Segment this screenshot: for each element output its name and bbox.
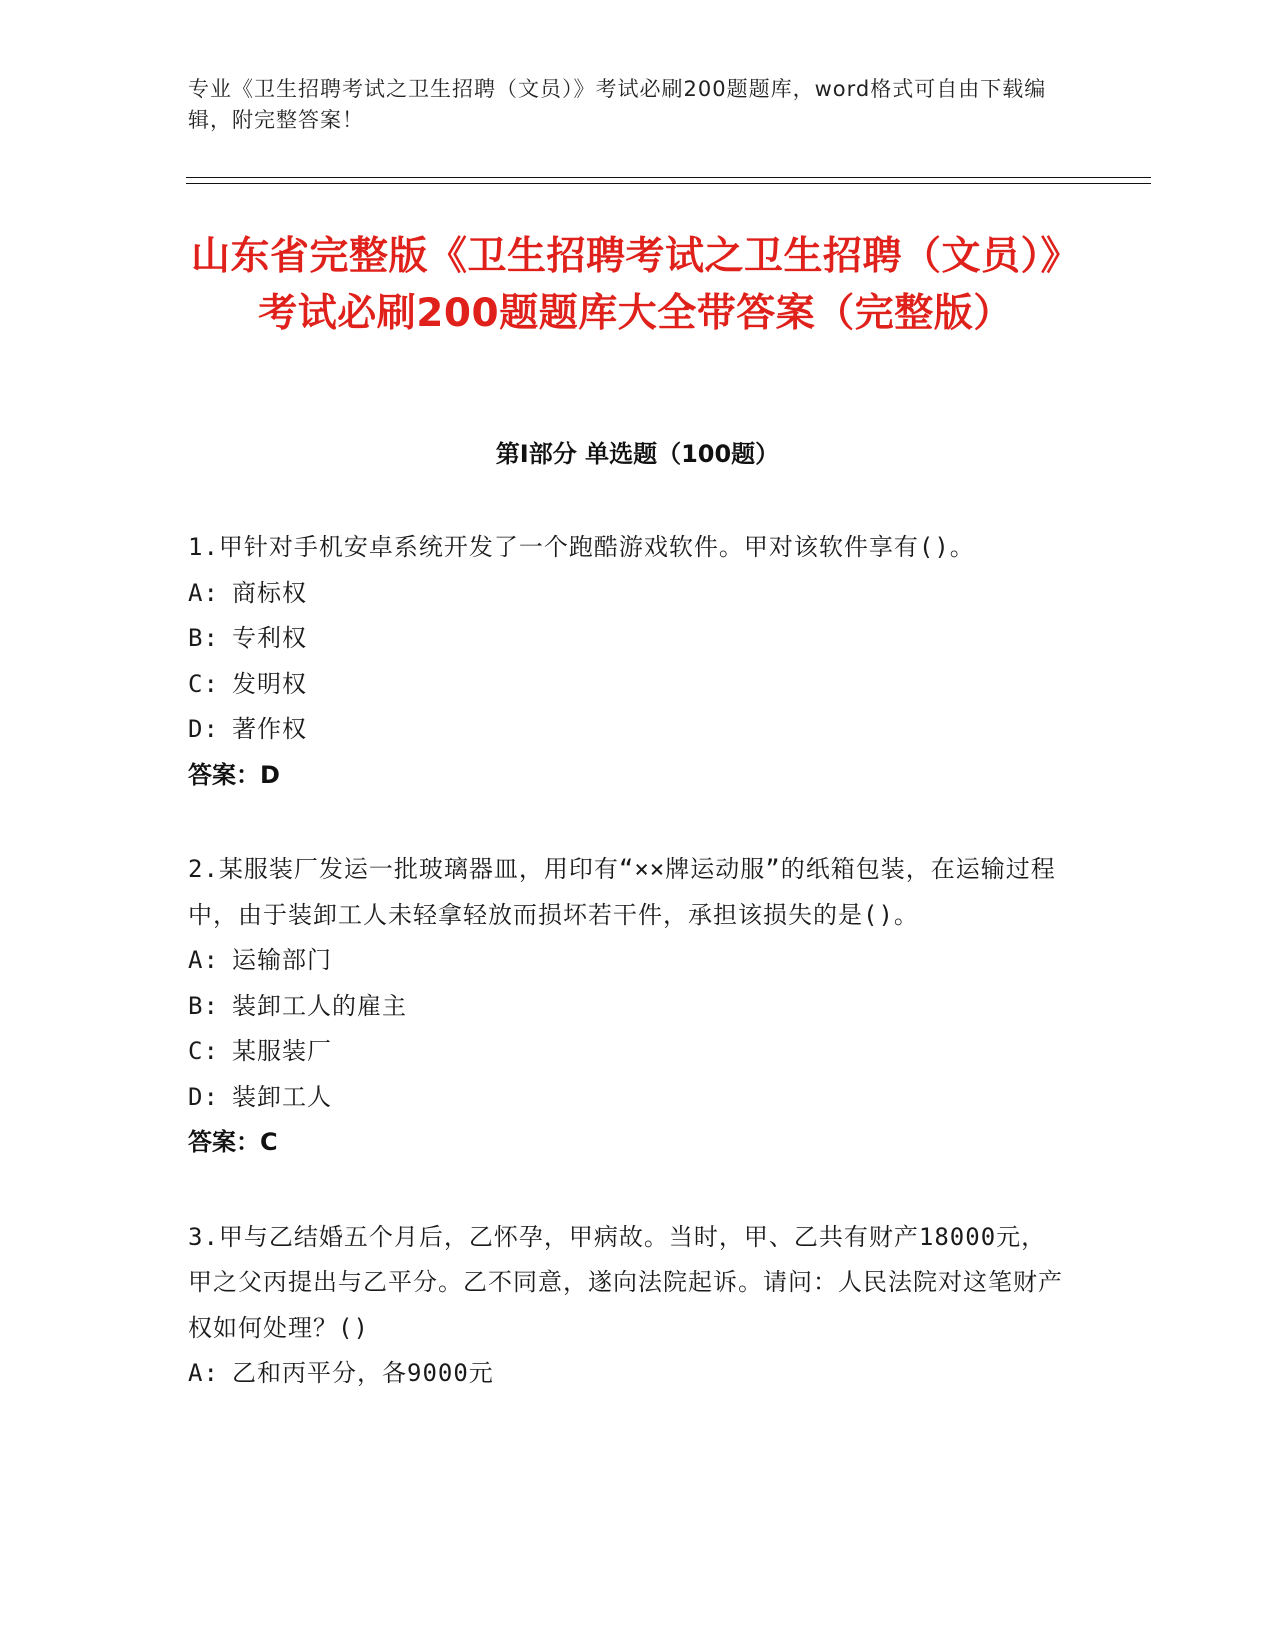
option-a	[188, 1351, 1068, 1397]
option-letter: C:	[188, 1037, 219, 1065]
option-text: 著作权	[232, 715, 307, 743]
option-letter: D:	[188, 1082, 219, 1111]
option-c	[188, 1029, 1068, 1075]
section-title: 第Ⅰ部分 单选题（100题）	[495, 440, 780, 468]
option-a	[188, 938, 1068, 984]
option-text: 发明权	[232, 669, 307, 698]
question-list	[188, 525, 1068, 1446]
option-letter: D:	[188, 715, 219, 743]
question-3	[188, 1215, 1068, 1397]
option-text: 装卸工人	[232, 1082, 332, 1111]
option-a	[188, 571, 1068, 617]
option-letter: B:	[188, 991, 219, 1020]
option-text: 装卸工人的雇主	[232, 991, 407, 1020]
option-letter: A:	[188, 578, 219, 607]
option-text: 运输部门	[232, 946, 332, 974]
option-d	[188, 707, 1068, 753]
option-text: 某服装厂	[232, 1037, 332, 1065]
option-letter: A:	[188, 946, 219, 974]
option-c	[188, 662, 1068, 708]
answer-line: 答案：C	[188, 1128, 278, 1156]
header-note: 专业《卫生招聘考试之卫生招聘（文员）》考试必刷200题题库，word格式可自由下载编辑，附完整答案！	[188, 77, 1047, 132]
option-b	[188, 616, 1068, 662]
option-text: 乙和丙平分，各9000元	[232, 1359, 494, 1387]
question-2	[188, 847, 1068, 1166]
question-stem: 3.甲与乙结婚五个月后，乙怀孕，甲病故。当时，甲、乙共有财产18000元，甲之父丙提出与乙平分。乙不同意，遂向法院起诉。请问：人民法院对这笔财产权如何处理？()	[188, 1222, 1063, 1342]
option-letter: B:	[188, 624, 219, 652]
option-letter: C:	[188, 669, 219, 698]
header-divider-bottom	[186, 183, 1151, 184]
option-letter: A:	[188, 1359, 219, 1387]
answer-line: 答案：D	[188, 760, 280, 789]
header-divider-top	[186, 177, 1151, 178]
question-1	[188, 525, 1068, 798]
document-title: 山东省完整版《卫生招聘考试之卫生招聘（文员）》考试必刷200题题库大全带答案（完整版）	[190, 234, 1080, 336]
option-b	[188, 984, 1068, 1030]
option-text: 专利权	[232, 624, 307, 652]
option-text: 商标权	[232, 578, 307, 607]
question-stem: 1.甲针对手机安卓系统开发了一个跑酷游戏软件。甲对该软件享有()。	[188, 533, 975, 561]
option-d	[188, 1075, 1068, 1121]
question-stem: 2.某服装厂发运一批玻璃器皿，用印有“××牌运动服”的纸箱包装，在运输过程中，由于装卸工人未轻拿轻放而损坏若干件，承担该损失的是()。	[188, 855, 1056, 929]
